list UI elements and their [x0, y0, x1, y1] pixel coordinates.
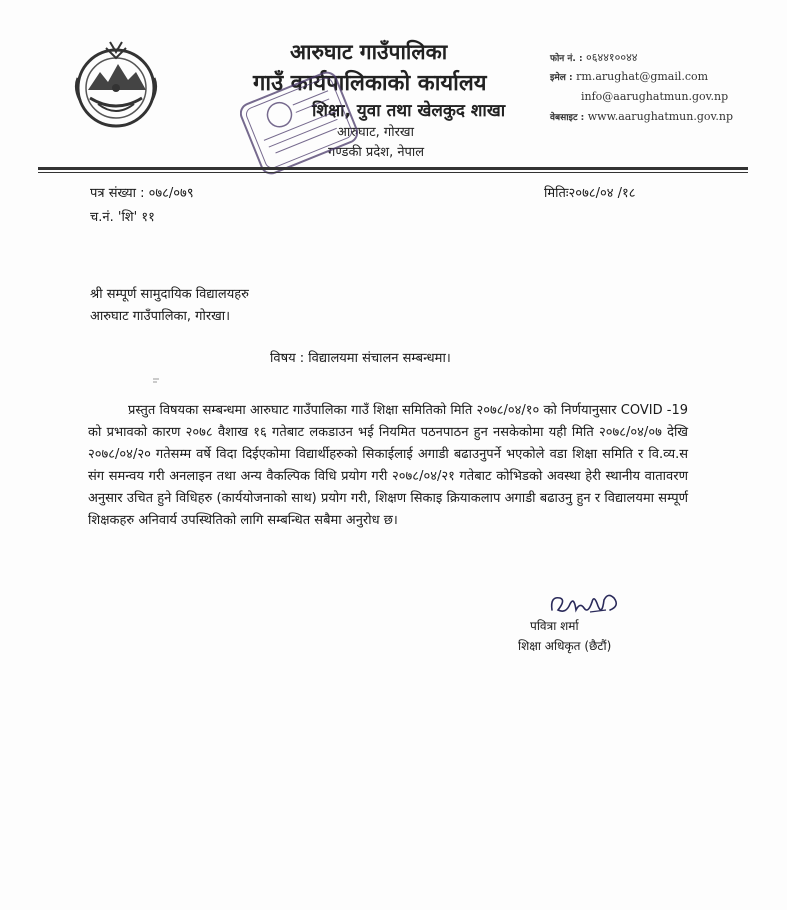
recipient-line-1: श्री सम्पूर्ण सामुदायिक विद्यालयहरु	[90, 287, 249, 302]
paper-speck	[152, 378, 160, 384]
signer-name: पवित्रा शर्मा	[530, 619, 579, 633]
letter-subject: विषय : विद्यालयमा संचालन सम्बन्धमा।	[270, 351, 451, 366]
office-stamp	[240, 68, 358, 178]
office-name: आरुघाट गाउँपालिका	[290, 40, 448, 64]
dispatch-number: च.नं. 'शि' ११	[90, 210, 155, 225]
phone-label: फोन नं. :	[550, 54, 583, 64]
header-divider-thin	[38, 172, 748, 173]
office-address: आरुघाट, गोरखा	[337, 125, 414, 140]
website-label: वेबसाइट :	[550, 113, 585, 123]
recipient-line-2: आरुघाट गाउँपालिका, गोरखा।	[90, 309, 231, 324]
office-province: गण्डकी प्रदेश, नेपाल	[328, 145, 425, 160]
office-title: गाउँ कार्यपालिकाको कार्यालय	[253, 71, 487, 96]
reference-number: पत्र संख्या : ०७८/०७९	[90, 186, 194, 201]
email-label: इमेल :	[550, 73, 573, 83]
header-divider	[38, 167, 748, 170]
letter-body: प्रस्तुत विषयका सम्बन्धमा आरुघाट गाउँपालिका गाउँ शिक्षा समितिको मिति २०७८/०४/१० को निर्णयानुसार COVID -19 को प्रभावको कारण २०७८ वैशाख १६ गतेबाट लकडाउन भई नियमित पठनपाठन हुन नसकेकोमा यही मिति २०७८/०४/०७ देखि २०७८/०४/२० गतेसम्म वर्षे विदा दिईएकोमा विद्यार्थीहरुको सिकाईलाई अगाडी बढाउनुपर्ने भएकोले वडा शिक्षा समिति र वि.व्य.स संग समन्वय गरी अनलाइन तथा अन्य वैकल्पिक विधि प्रयोग गरी २०७८/०४/२१ गतेबाट कोभिडको अवस्था हेरी स्थानीय वातावरण अनुसार उचित हुने विधिहरु (कार्ययोजनाको साथ) प्रयोग गरी, शिक्षण सिकाइ क्रियाकलाप अगाडी बढाउनु हुन र विद्यालयमा सम्पूर्ण शिक्षकहरु अनिवार्य उपस्थितिको लागि सम्बन्धित सबैमा अनुरोध छ।	[88, 403, 688, 528]
contact-email	[550, 70, 708, 83]
email-value-1[interactable]: rm.arughat@gmail.com	[576, 70, 709, 83]
nepal-emblem-icon	[70, 38, 162, 130]
letter-date: मितिः२०७८/०४ /१८	[544, 186, 636, 201]
website-value[interactable]: www.aarughatmun.gov.np	[587, 110, 734, 123]
contact-website	[550, 110, 733, 123]
signer-title: शिक्षा अधिकृत (छैटौं)	[518, 639, 612, 653]
contact-phone	[550, 50, 638, 65]
office-branch: शिक्षा, युवा तथा खेलकुद शाखा	[312, 101, 506, 121]
email-value-2[interactable]: info@aarughatmun.gov.np	[581, 90, 729, 103]
phone-value: ०६४४१००४४	[586, 51, 638, 64]
recipient-block	[90, 284, 249, 328]
